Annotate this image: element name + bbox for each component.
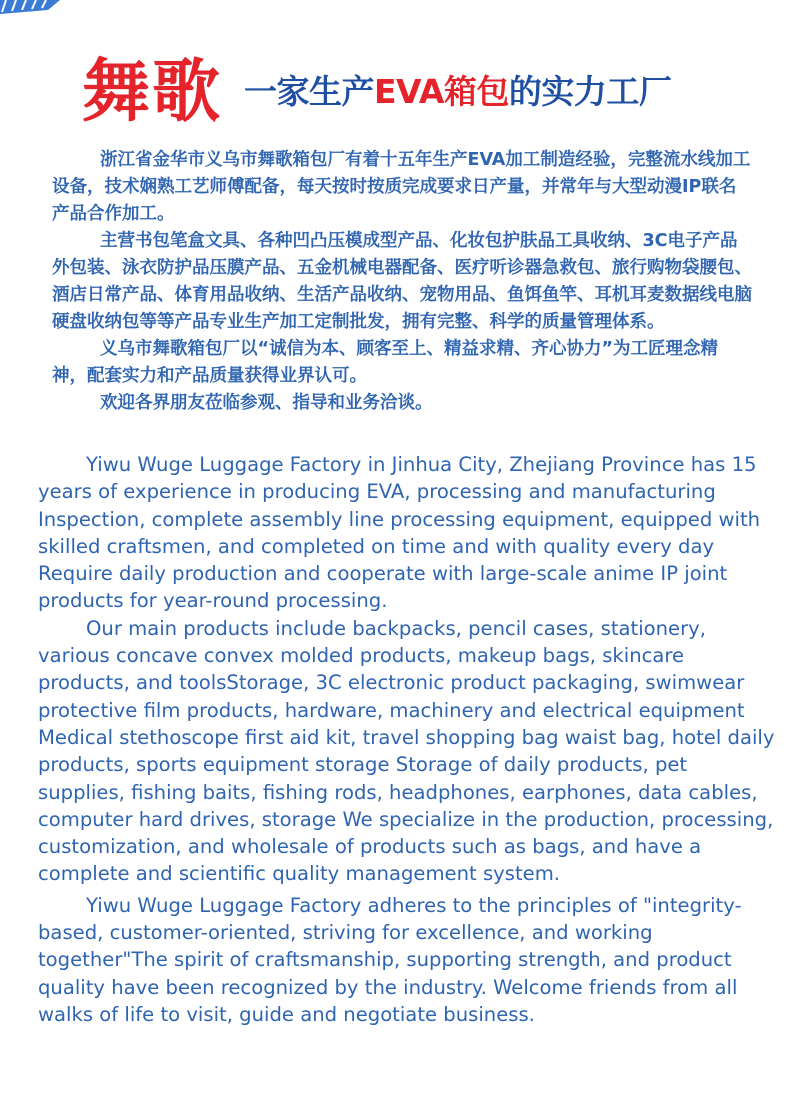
tagline-highlight: EVA箱包 — [374, 72, 509, 111]
tagline — [244, 52, 671, 132]
english-intro — [38, 451, 780, 1028]
en-paragraph: Yiwu Wuge Luggage Factory adheres to the principles of "integrity-based, customer-oriented, striving for excellence, and working together"The spirit of craftsmanship, supporting strength, and product quality have been recognized by the industry. Welcome friends from all walks of life to visit, guide and negotiate business. — [38, 893, 742, 1026]
cn-paragraph: 义乌市舞歌箱包厂以“诚信为本、顾客至上、精益求精、齐心协力”为工匠理念精神，配套实力和产品质量获得业界认可。 — [52, 339, 719, 386]
en-paragraph: Yiwu Wuge Luggage Factory in Jinhua City, Zhejiang Province has 15 years of experience in producing EVA, processing and manufacturing Inspection, complete assembly line processing equipment, equipped with skilled craftsmen, and completed on time and with quality every day Require daily production and cooperate with large-scale anime IP joint products for year-round processing. — [38, 453, 761, 613]
corner-stripes-graphic — [0, 0, 60, 18]
cn-paragraph: 欢迎各界朋友莅临参观、指导和业务洽谈。 — [100, 393, 433, 413]
en-paragraph: Our main products include backpacks, pencil cases, stationery, various concave convex molded products, makeup bags, skincare products, and toolsStorage, 3C electronic product packaging, swimwear protective film products, hardware, machinery and electrical equipment Medical stethoscope first aid kit, travel shopping bag waist bag, hotel daily products, sports equipment storage Storage of daily products, pet supplies, fishing baits, fishing rods, headphones, earphones, data cables, computer hard drives, storage We specialize in the production, processing, customization, and wholesale of products such as bags, and have a complete and scientific quality management system. — [38, 616, 775, 886]
tagline-part2: 的实力工厂 — [508, 72, 672, 111]
brand-logo-text: 舞歌 — [82, 52, 223, 132]
chinese-intro — [52, 147, 752, 417]
cn-paragraph: 浙江省金华市义乌市舞歌箱包厂有着十五年生产EVA加工制造经验，完整流水线加工设备，技术娴熟工艺师傅配备，每天按时按质完成要求日产量，并常年与大型动漫IP联名产品合作加工。 — [52, 150, 751, 224]
cn-paragraph: 主营书包笔盒文具、各种凹凸压模成型产品、化妆包护肤品工具收纳、3C电子产品外包装、泳衣防护品压膜产品、五金机械电器配备、医疗听诊器急救包、旅行购物袋腰包、酒店日常产品、体育用品收纳、生活产品收纳、宠物用品、鱼饵鱼竿、耳机耳麦数据线电脑硬盘收纳包等等产品专业生产加工定制批发，拥有完整、科学的质量管理体系。 — [52, 231, 752, 332]
tagline-part1: 一家生产 — [244, 72, 375, 111]
corner-decoration — [0, 0, 60, 18]
page-header — [82, 52, 671, 132]
